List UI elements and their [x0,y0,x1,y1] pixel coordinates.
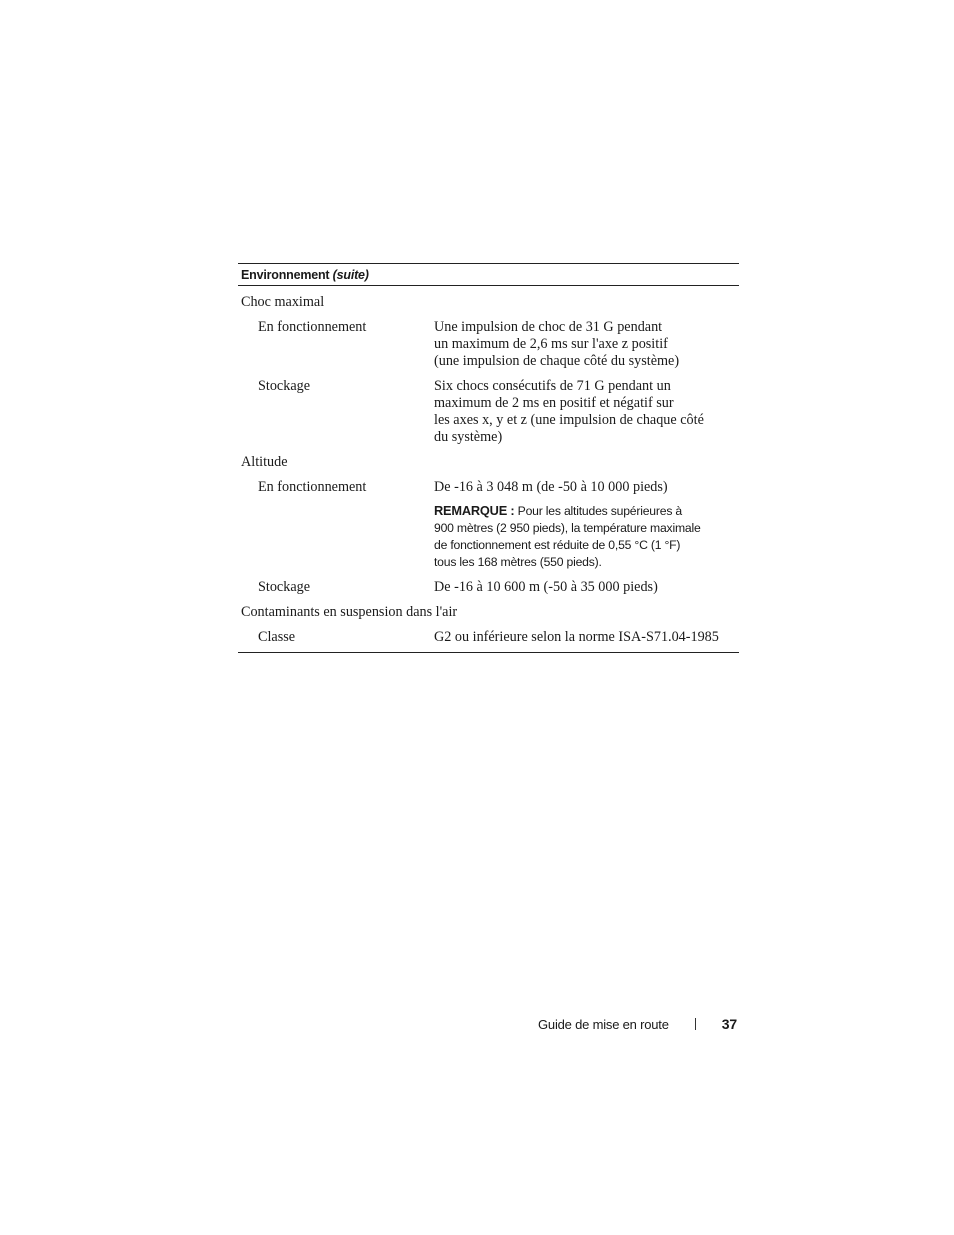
page-footer [538,1016,737,1032]
spec-row [238,319,739,370]
section-label: Altitude [241,454,288,470]
value-line: les axes x, y et z (une impulsion de chaque côté [434,412,704,428]
section-label: Choc maximal [241,294,325,310]
note-label: REMARQUE : [434,503,515,518]
value-line: Une impulsion de choc de 31 G pendant [434,319,663,335]
value-line: G2 ou inférieure selon la norme ISA-S71.04-1985 [434,629,719,645]
section-row [238,454,739,471]
value-line: du système) [434,429,503,445]
spec-value [434,579,739,596]
value-line: De -16 à 10 600 m (-50 à 35 000 pieds) [434,579,658,595]
section-row [238,294,739,311]
spec-row [238,579,739,596]
spec-label: En fonctionnement [258,319,367,335]
note-block [434,502,739,571]
section-label: Contaminants en suspension dans l'air [241,604,458,620]
section-row [238,604,739,621]
note-line: de fonctionnement est réduite de 0,55 °C (1 °F) [434,538,681,552]
value-line: maximum de 2 ms en positif et négatif sur [434,395,674,411]
value-line: (une impulsion de chaque côté du système) [434,353,680,369]
spec-value [434,378,739,446]
spec-row [238,479,739,571]
spec-label: Stockage [258,378,311,394]
value-line: De -16 à 3 048 m (de -50 à 10 000 pieds) [434,479,668,495]
table-title-suffix: (suite) [332,268,369,282]
page-number: 37 [721,1016,737,1032]
value-line: Six chocs consécutifs de 71 G pendant un [434,378,671,394]
spec-row [238,378,739,446]
note-line: Pour les altitudes supérieures à [517,504,682,518]
spec-row [238,629,739,646]
spec-value [434,479,739,571]
spec-label: Stockage [258,579,311,595]
table-header [238,264,739,286]
footer-divider [695,1018,696,1030]
note-line: 900 mètres (2 950 pieds), la température maximale [434,521,701,535]
note-line: tous les 168 mètres (550 pieds). [434,555,602,569]
guide-title: Guide de mise en route [538,1016,669,1032]
table-title: Environnement [241,268,330,282]
spec-label: Classe [258,629,296,645]
value-line: un maximum de 2,6 ms sur l'axe z positif [434,336,668,352]
spec-label: En fonctionnement [258,479,367,495]
spec-value [434,319,739,370]
spec-value [434,629,739,646]
environment-spec-table [238,263,739,653]
